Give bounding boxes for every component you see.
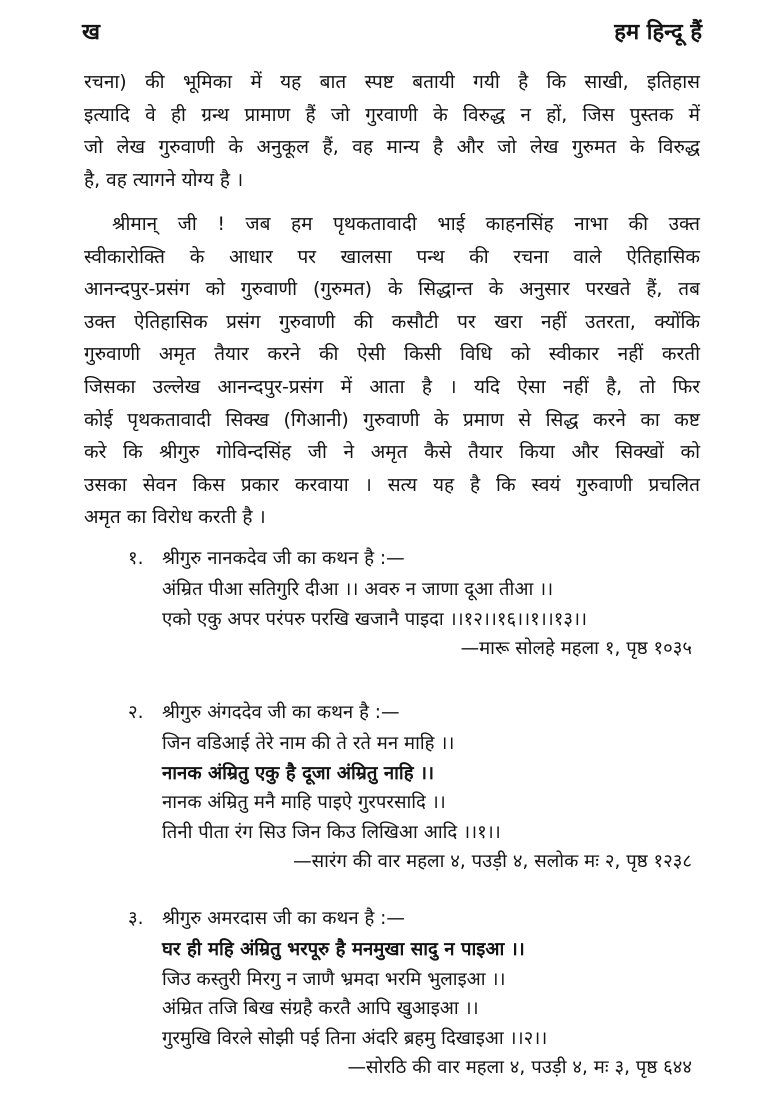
page-header bbox=[82, 16, 702, 50]
quote-heading-text: श्रीगुरु नानकदेव जी का कथन है :— bbox=[162, 548, 405, 569]
quote-3 bbox=[128, 903, 708, 1083]
quote-heading-text: श्रीगुरु अंगददेव जी का कथन है :— bbox=[162, 702, 400, 723]
verse-line: जिउ कस्तुरी मिरगु न जाणै भ्रमदा भरमि भुलाइआ ।। bbox=[162, 968, 506, 990]
verse-line: अंम्रित तजि बिख संग्रहै करतै आपि खुआइआ ।। bbox=[162, 998, 479, 1019]
page-number: ख bbox=[82, 20, 100, 45]
quote-1 bbox=[128, 543, 708, 664]
quote-heading bbox=[128, 697, 708, 729]
verse-line: तिनी पीता रंग सिउ जिन किउ लिखिआ आदि ।।१।। bbox=[162, 821, 501, 843]
verse-line: नानक अंम्रितु मनै माहि पाइऐ गुरपरसादि ।। bbox=[162, 792, 446, 813]
verse-line: गुरमुखि विरले सोझी पई तिना अंदरि ब्रहमु दिखाइआ ।।२।। bbox=[162, 1027, 548, 1049]
paragraph-line: अमृत का विरोध करती है । bbox=[84, 506, 266, 529]
paragraph-line: करे कि श्रीगुरु गोविन्दसिंह जी ने अमृत कैसे तैयार किया और सिक्खों को bbox=[84, 441, 700, 464]
paragraph-line: आनन्दपुर-प्रसंग को गुरुवाणी (गुरुमत) के सिद्धान्त के अनुसार परखते हैं, तब bbox=[84, 278, 700, 301]
verse-line: एको एकु अपर परंपरु परखि खजानै पाइदा ।।१२।।१६।।१।।१३।। bbox=[162, 608, 588, 630]
quote-number: ३. bbox=[128, 908, 144, 929]
quote-number: २. bbox=[128, 702, 144, 723]
quote-heading-text: श्रीगुरु अमरदास जी का कथन है :— bbox=[162, 908, 405, 929]
paragraph-line: रचना) की भूमिका में यह बात स्पष्ट बतायी गयी है कि साखी, इतिहास bbox=[84, 71, 700, 93]
paragraph-line: गुरुवाणी अमृत तैयार करने की ऐसी किसी विधि को स्वीकार नहीं करती bbox=[84, 343, 700, 366]
paragraph-line: स्वीकारोक्ति के आधार पर खालसा पन्थ की रचना वाले ऐतिहासिक bbox=[84, 245, 700, 268]
quote-source: —मारू सोलहे महला १, पृष्ठ १०३५ bbox=[460, 638, 692, 659]
paragraph-line: श्रीमान् जी ! जब हम पृथकतावादी भाई काहनसिंह नाभा की उक्त bbox=[112, 213, 700, 235]
paragraph-line: उक्त ऐतिहासिक प्रसंग गुरुवाणी की कसौटी पर खरा नहीं उतरता, क्योंकि bbox=[84, 310, 700, 333]
verse-line: अंम्रित पीआ सतिगुरि दीआ ।। अवरु न जाणा दूआ तीआ ।। bbox=[162, 579, 554, 600]
quote-heading bbox=[128, 903, 708, 935]
quote-source: —सारंग की वार महला ४, पउड़ी ४, सलोक मः २, पृष्ठ १२३८ bbox=[293, 851, 692, 872]
paragraph-line: कोई पृथकतावादी सिक्ख (गिआनी) गुरुवाणी के प्रमाण से सिद्ध करने का कष्ट bbox=[84, 408, 700, 431]
paragraph-line: जिसका उल्लेख आनन्दपुर-प्रसंग में आता है । यदि ऐसा नहीं है, तो फिर bbox=[84, 375, 700, 398]
verse-line: नानक अंम्रितु एकु है दूजा अंम्रितु नाहि ।। bbox=[162, 762, 434, 784]
quote-source: —सोरठि की वार महला ४, पउड़ी ४, मः ३, पृष्ठ ६४४ bbox=[347, 1057, 692, 1078]
paragraph-line: उसका सेवन किस प्रकार करवाया । सत्य यह है कि स्वयं गुरुवाणी प्रचलित bbox=[84, 473, 700, 496]
quote-2 bbox=[128, 697, 708, 877]
quote-heading bbox=[128, 543, 708, 575]
paragraph-2 bbox=[84, 208, 700, 534]
paragraph-line: जो लेख गुरुवाणी के अनुकूल हैं, वह मान्य है और जो लेख गुरुमत के विरुद्ध bbox=[84, 136, 700, 159]
quote-number: १. bbox=[128, 548, 144, 569]
paragraph-line: है, वह त्यागने योग्य है । bbox=[84, 168, 244, 191]
verse-line: जिन वडिआई तेरे नाम की ते रते मन माहि ।। bbox=[162, 733, 455, 754]
paragraph-line: इत्यादि वे ही ग्रन्थ प्रामाण हैं जो गुरवाणी के विरुद्ध न हों, जिस पुस्तक में bbox=[84, 103, 700, 126]
running-title: हम हिन्दू हैं bbox=[614, 20, 702, 45]
verse-line: घर ही महि अंम्रितु भरपूरु है मनमुखा सादु न पाइआ ।। bbox=[162, 939, 525, 960]
paragraph-1 bbox=[84, 66, 700, 196]
